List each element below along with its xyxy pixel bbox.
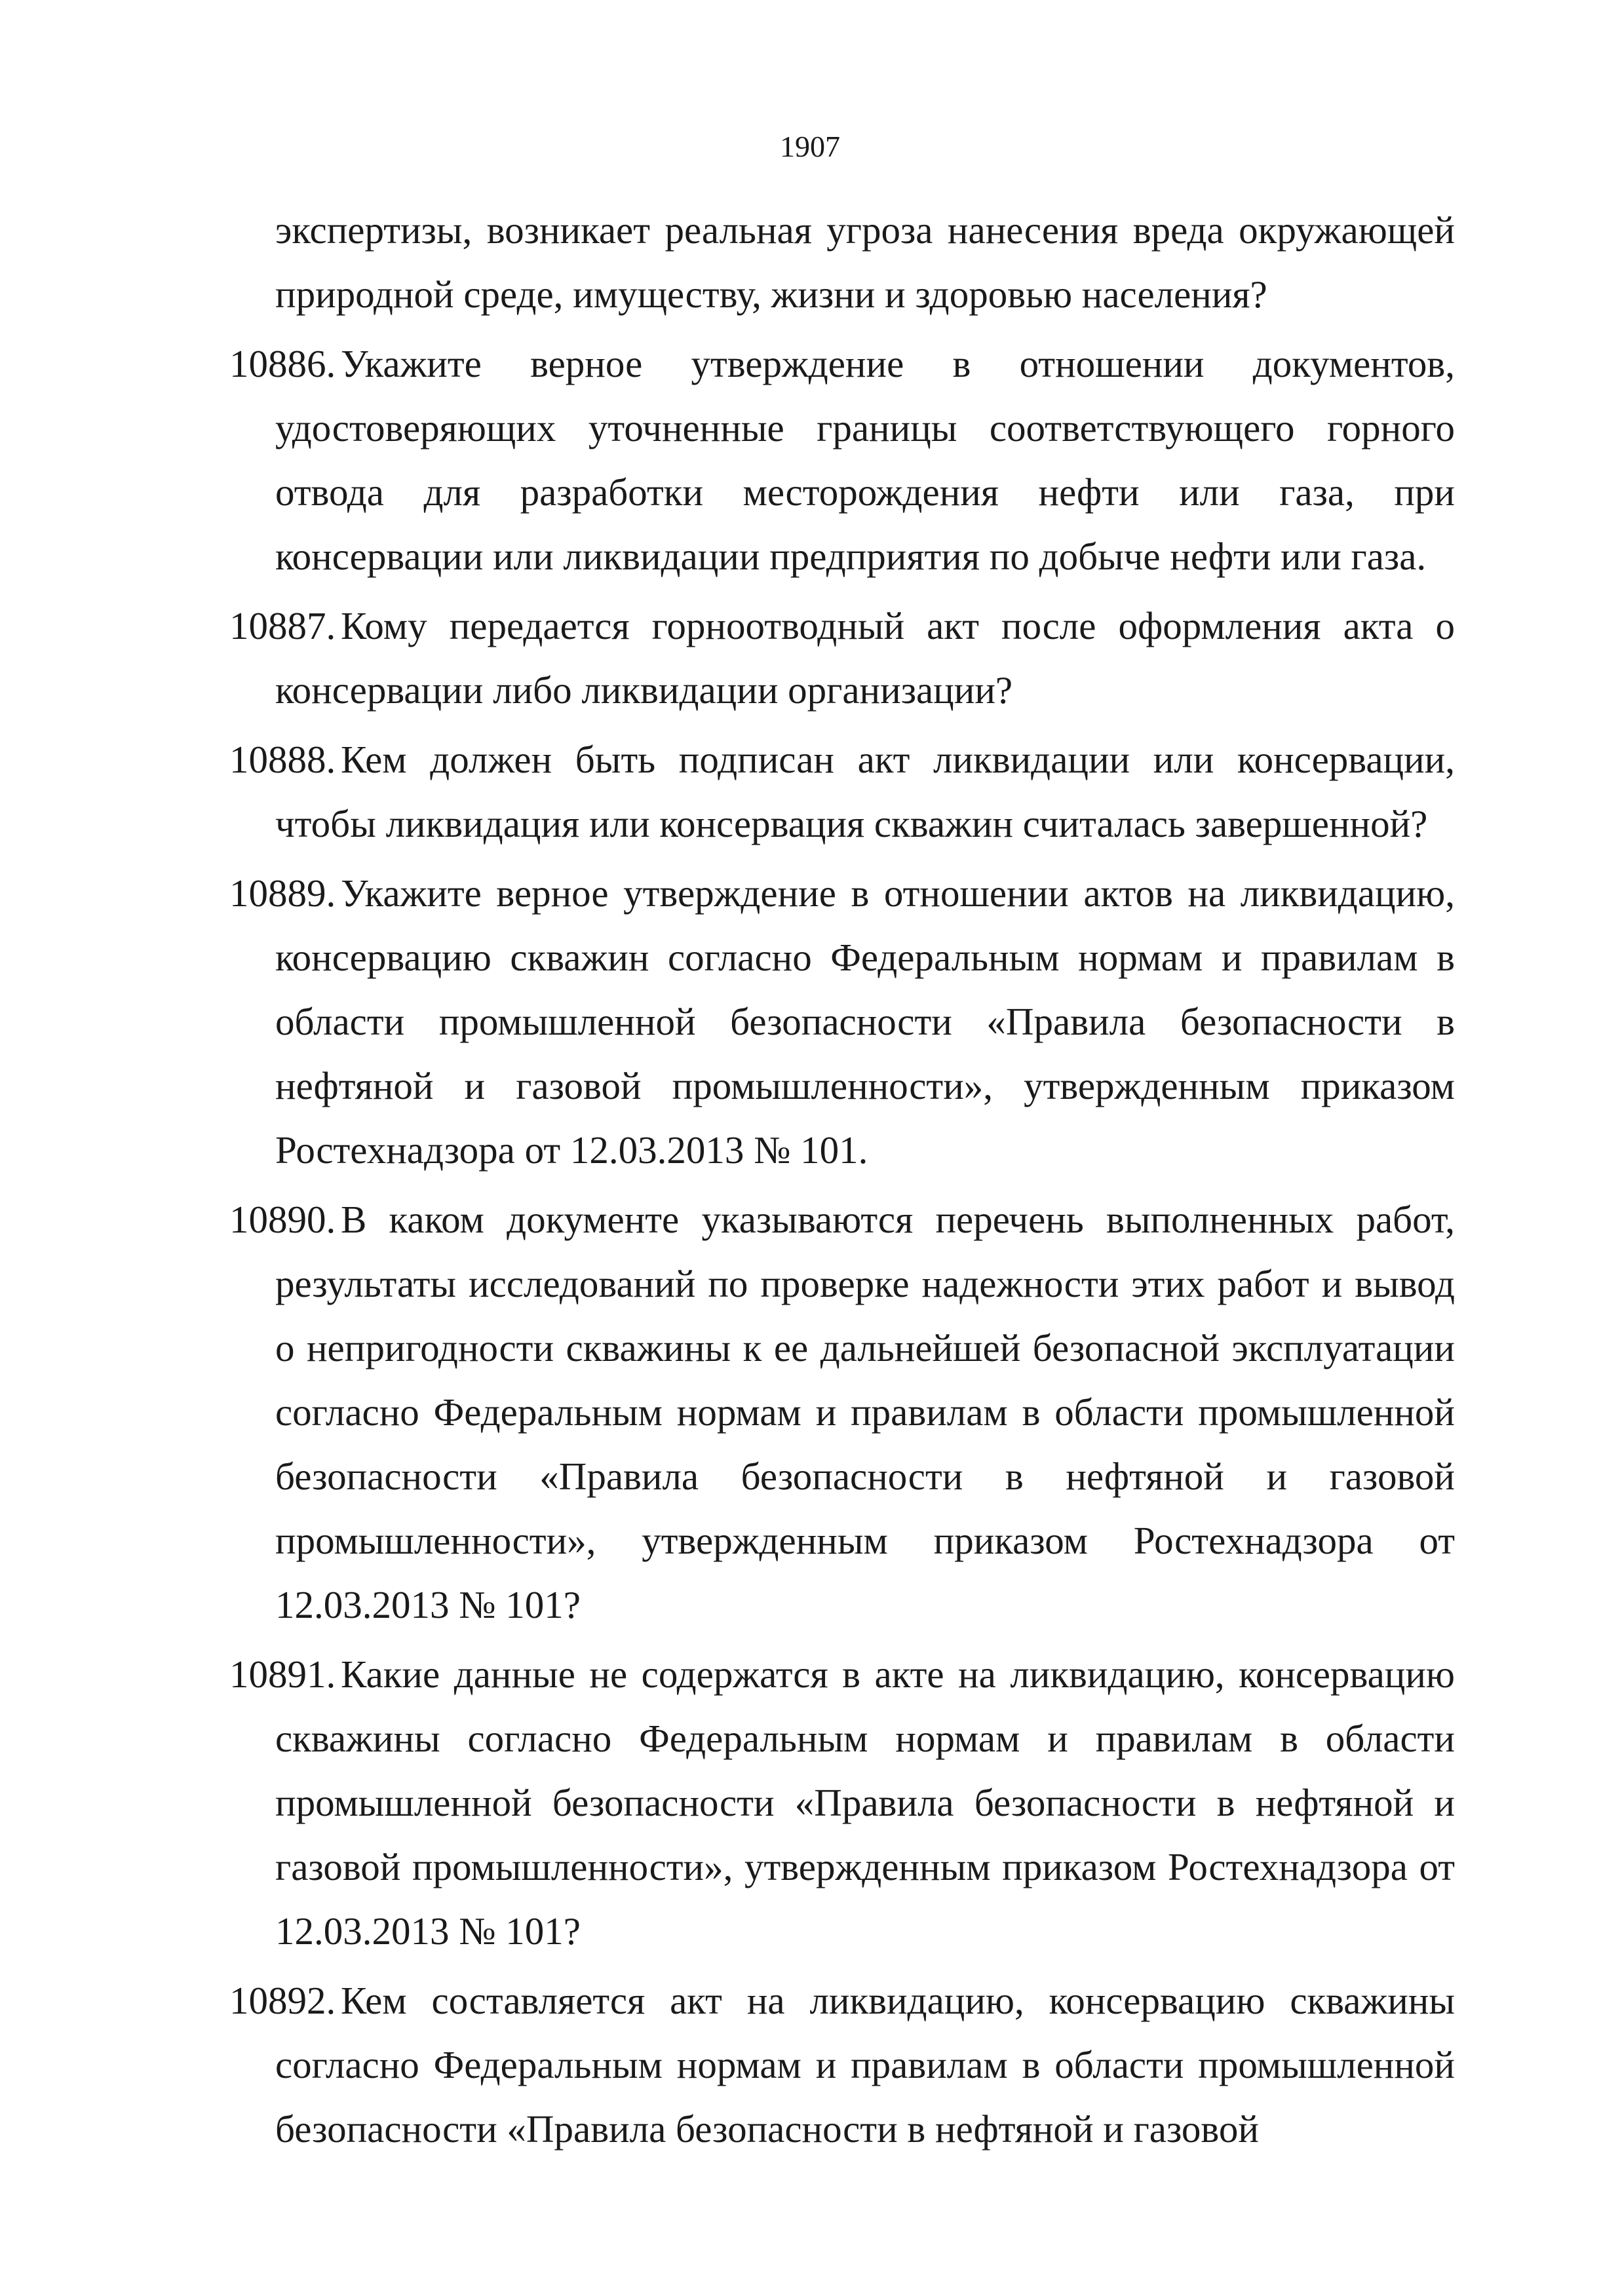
page-number: 1907: [780, 130, 840, 163]
question-text: Кем должен быть подписан акт ликвидации или консервации, чтобы ликвидация или консервация скважин считалась завершенной?: [275, 738, 1455, 845]
question-text: Кем составляется акт на ликвидацию, консервацию скважины согласно Федеральным нормам и правилам в области промышленной безопасности «Правила безопасности в нефтяной и газовой: [275, 1979, 1455, 2151]
question-number: 10887.: [229, 604, 336, 647]
question-10891: [229, 1642, 1455, 1963]
question-text: Какие данные не содержатся в акте на ликвидацию, консервацию скважины согласно Федеральным нормам и правилам в области промышленной безопасности «Правила безопасности в нефтяной и газовой промышленности», утвержденным приказом Ростехнадзора от 12.03.2013 № 101?: [275, 1653, 1455, 1953]
question-number: 10892.: [229, 1979, 336, 2022]
document-body: [229, 198, 1455, 2166]
question-text: Укажите верное утверждение в отношении актов на ликвидацию, консервацию скважин согласно Федеральным нормам и правилам в области промышленной безопасности «Правила безопасности в нефтяной и газовой промышленности», утвержденным приказом Ростехнадзора от 12.03.2013 № 101.: [275, 871, 1455, 1172]
question-10892: [229, 1968, 1455, 2161]
question-10886: [229, 332, 1455, 588]
question-number: 10890.: [229, 1198, 336, 1241]
question-number: 10889.: [229, 871, 336, 915]
continuation-paragraph: экспертизы, возникает реальная угроза нанесения вреда окружающей природной среде, имуществу, жизни и здоровью населения?: [275, 208, 1455, 316]
question-text: В каком документе указываются перечень выполненных работ, результаты исследований по проверке надежности этих работ и вывод о непригодности скважины к ее дальнейшей безопасной эксплуатации согласно Федеральным нормам и правилам в области промышленной безопасности «Правила безопасности в нефтяной и газовой промышленности», утвержденным приказом Ростехнадзора от 12.03.2013 № 101?: [275, 1198, 1455, 1626]
question-number: 10886.: [229, 342, 336, 385]
question-10887: [229, 594, 1455, 722]
question-10890: [229, 1187, 1455, 1637]
question-number: 10891.: [229, 1653, 336, 1696]
question-10889: [229, 861, 1455, 1182]
question-text: Укажите верное утверждение в отношении документов, удостоверяющих уточненные границы соответствующего горного отвода для разработки месторождения нефти или газа, при консервации или ликвидации предприятия по добыче нефти или газа.: [275, 342, 1455, 578]
question-number: 10888.: [229, 738, 336, 781]
question-text: Кому передается горноотводный акт после оформления акта о консервации либо ликвидации организации?: [275, 604, 1455, 712]
question-10888: [229, 727, 1455, 856]
